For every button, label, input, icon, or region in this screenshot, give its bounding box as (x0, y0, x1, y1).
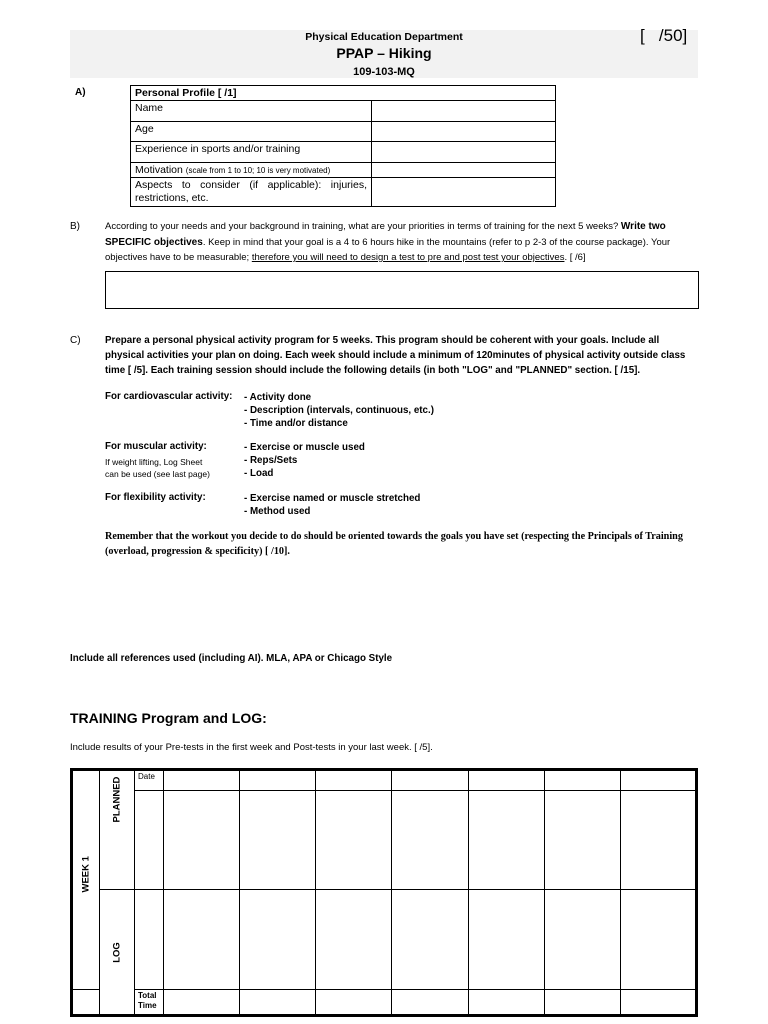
section-c-label: C) (70, 335, 81, 346)
training-log-table (70, 768, 698, 1017)
flexibility-activity-items (244, 492, 420, 518)
log-cell[interactable] (316, 890, 392, 989)
personal-profile-table (130, 85, 556, 207)
total-label-line-1: Total (138, 990, 157, 1000)
total-time-cell[interactable] (468, 989, 544, 1015)
document-title: PPAP – Hiking (336, 45, 432, 61)
log-cell[interactable] (164, 890, 240, 989)
week-label-cell (72, 770, 100, 990)
section-c-instructions: Prepare a personal physical activity program for 5 weeks. This program should be coherent with your goals. Include all physical activities your plan on doing. Each week should include a minimum of 120minutes of physical activity outside class time [ /5]. Each training session should include the following details (in both "LOG" and "PLANNED" section. [ /15]. (105, 335, 686, 376)
table-row (131, 122, 556, 142)
planned-cell[interactable] (468, 791, 544, 890)
table-row (72, 989, 697, 1015)
list-item: - Time and/or distance (244, 418, 348, 429)
total-time-cell[interactable] (544, 989, 620, 1015)
profile-value-age[interactable] (372, 122, 556, 142)
profile-title (131, 86, 556, 101)
log-cell[interactable] (392, 890, 468, 989)
table-row (131, 86, 556, 101)
profile-label-name: Name (131, 101, 372, 122)
log-label-cell (100, 890, 135, 1016)
cardio-activity-items (244, 391, 434, 430)
profile-label-motivation (131, 163, 372, 178)
muscular-activity-label: For muscular activity: (105, 441, 207, 452)
profile-value-experience[interactable] (372, 142, 556, 163)
section-a-label: A) (75, 87, 86, 98)
planned-blank-cell (135, 791, 164, 890)
week-label-continued (72, 989, 100, 1015)
list-item: - Reps/Sets (244, 455, 298, 466)
planned-label: PLANNED (111, 776, 123, 823)
section-b-bold-text: Write two SPECIFIC objectives (105, 221, 666, 248)
list-item: - Description (intervals, continuous, etc.) (244, 405, 434, 416)
section-b-text-2: . Keep in mind that your goal is a 4 to 6 hours hike in the mountains (refer to p 2-3 of the course package). Your objectives have to be measurable; (105, 236, 671, 263)
total-score: [ /50] (640, 26, 688, 45)
section-b-text-1: According to your needs and your background in training, what are your priorities in terms of training for the next 5 weeks? (105, 221, 621, 232)
table-row (72, 770, 697, 791)
planned-cell[interactable] (392, 791, 468, 890)
planned-cell[interactable] (240, 791, 316, 890)
date-cell[interactable] (240, 770, 316, 791)
planned-cell[interactable] (164, 791, 240, 890)
total-time-cell[interactable] (316, 989, 392, 1015)
list-item: - Method used (244, 506, 311, 517)
muscular-note-line-1: If weight lifting, Log Sheet (105, 457, 203, 467)
table-row (131, 101, 556, 122)
total-time-cell[interactable] (240, 989, 316, 1015)
list-item: - Activity done (244, 392, 312, 403)
date-cell[interactable] (468, 770, 544, 791)
section-b-label: B) (70, 221, 80, 232)
date-cell[interactable] (316, 770, 392, 791)
log-cell[interactable] (468, 890, 544, 989)
remember-note: Remember that the workout you decide to do should be oriented towards the goals you have set (respecting the Principals of Training (overload, progression & specificity) [ /10]. (105, 531, 683, 557)
training-log-note: Include results of your Pre-tests in the first week and Post-tests in your last week. [ /5]. (70, 742, 433, 753)
section-b-underlined-text: therefore you will need to design a test to pre and post test your objectives (251, 252, 565, 263)
table-row (72, 890, 697, 989)
log-blank-cell (135, 890, 164, 989)
total-time-cell[interactable] (164, 989, 240, 1015)
table-row (131, 142, 556, 163)
motivation-label: Motivation (135, 164, 183, 176)
date-cell[interactable] (164, 770, 240, 791)
profile-value-motivation[interactable] (372, 163, 556, 178)
profile-label-experience: Experience in sports and/or training (131, 142, 372, 163)
planned-label-cell (100, 776, 135, 890)
table-row (72, 791, 697, 890)
table-row (131, 178, 556, 207)
muscular-activity-note (105, 456, 210, 480)
log-cell[interactable] (240, 890, 316, 989)
motivation-scale-note: (scale from 1 to 10; 10 is very motivated) (185, 166, 331, 175)
date-cell[interactable] (620, 770, 696, 791)
profile-value-name[interactable] (372, 101, 556, 122)
week-label: WEEK 1 (80, 856, 92, 893)
references-instruction: Include all references used (including AI). MLA, APA or Chicago Style (70, 653, 393, 664)
section-b-score: . [ /6] (564, 252, 586, 263)
list-item: - Load (244, 468, 274, 479)
list-item: - Exercise named or muscle stretched (244, 493, 421, 504)
objectives-answer-box[interactable] (105, 271, 699, 309)
date-cell[interactable] (392, 770, 468, 791)
date-cell[interactable] (544, 770, 620, 791)
total-time-label (135, 989, 164, 1015)
profile-label-age: Age (131, 122, 372, 142)
total-time-cell[interactable] (620, 989, 696, 1015)
date-label: Date (135, 770, 164, 791)
profile-label-aspects: Aspects to consider (if applicable): injuries, restrictions, etc. (131, 178, 372, 207)
section-b-instructions (105, 219, 700, 266)
profile-title-text: Personal Profile [ /1] (135, 87, 237, 99)
department-name: Physical Education Department (305, 31, 463, 43)
cardio-activity-label: For cardiovascular activity: (105, 391, 233, 402)
muscular-note-line-2: can be used (see last page) (105, 469, 210, 479)
flexibility-activity-label: For flexibility activity: (105, 492, 206, 503)
table-row (131, 163, 556, 178)
total-time-cell[interactable] (392, 989, 468, 1015)
planned-cell[interactable] (620, 791, 696, 890)
training-log-title: TRAINING Program and LOG: (70, 710, 267, 726)
total-label-line-2: Time (138, 1000, 157, 1010)
planned-cell[interactable] (316, 791, 392, 890)
list-item: - Exercise or muscle used (244, 442, 365, 453)
log-label: LOG (111, 941, 123, 963)
course-code: 109-103-MQ (353, 66, 415, 78)
planned-cell[interactable] (544, 791, 620, 890)
muscular-activity-items (244, 441, 365, 480)
log-cell[interactable] (620, 890, 696, 989)
log-cell[interactable] (544, 890, 620, 989)
profile-value-aspects[interactable] (372, 178, 556, 207)
